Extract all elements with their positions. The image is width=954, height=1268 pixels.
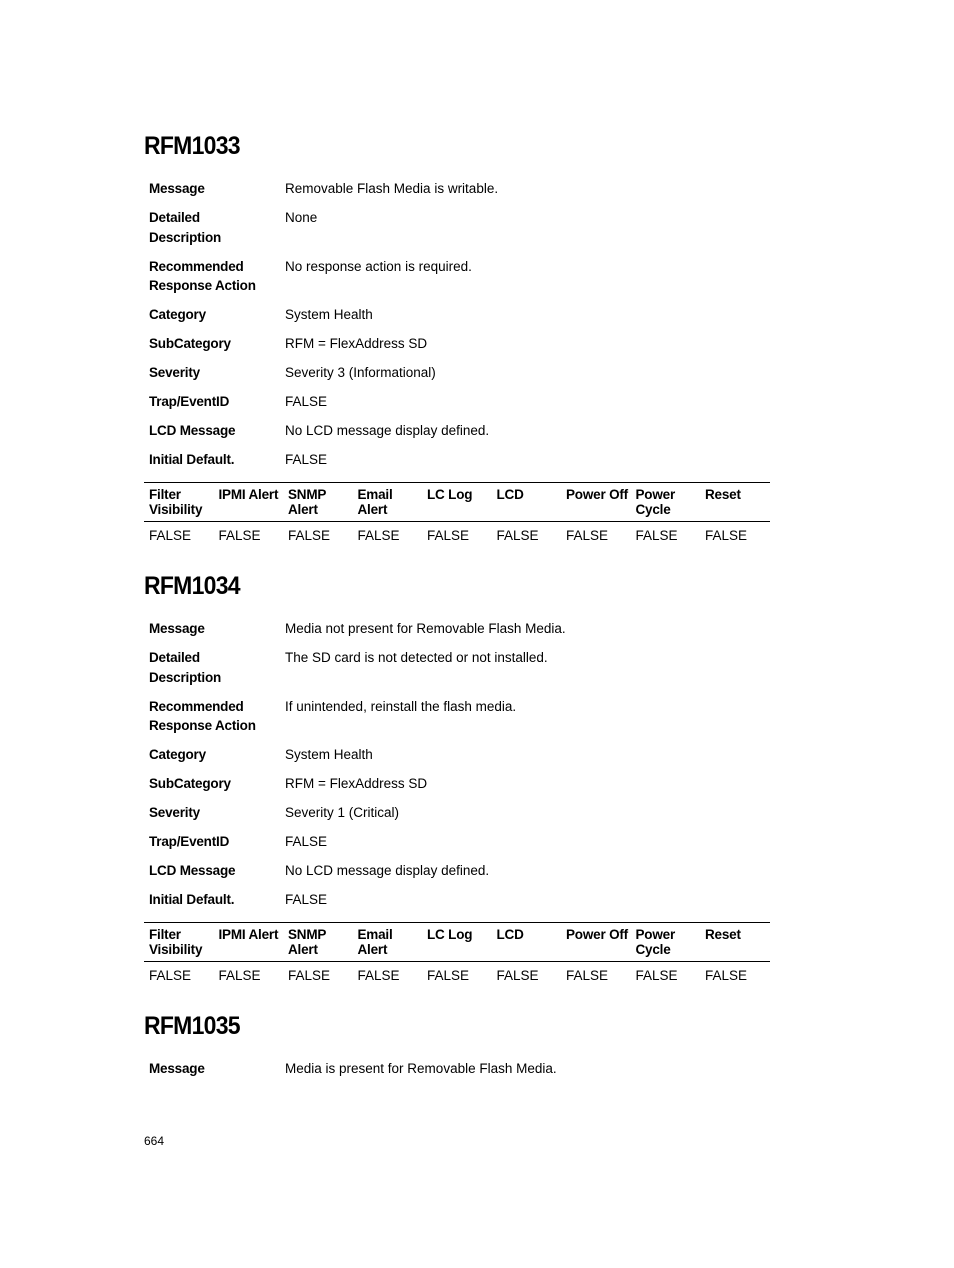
- field-label: [149, 619, 285, 639]
- filter-header-cell: [353, 487, 423, 517]
- field-label: [149, 803, 285, 823]
- field-label: [149, 861, 285, 881]
- field-label: [149, 257, 285, 296]
- field-label-line: Trap/EventID: [149, 394, 230, 409]
- filter-header-line: Power: [635, 926, 676, 942]
- filter-header-line: Filter: [149, 486, 181, 502]
- filter-value-cell: FALSE: [705, 967, 748, 983]
- field-label: [149, 832, 285, 852]
- field-label-line: Message: [149, 181, 205, 196]
- field-label-line: Message: [149, 621, 205, 636]
- section-title: RFM1034: [144, 572, 240, 600]
- filter-header-cell: [422, 927, 492, 957]
- filter-header-line: Filter: [149, 926, 181, 942]
- filter-header-line: Email: [357, 486, 393, 502]
- filter-value-cell: FALSE: [566, 967, 609, 983]
- field-value: Media is present for Removable Flash Media.: [285, 1061, 557, 1076]
- field-label: [149, 392, 285, 412]
- section-rfm1033: [144, 131, 770, 544]
- field-label: [149, 421, 285, 441]
- field-label: [149, 363, 285, 383]
- field-label-line: Detailed: [149, 650, 200, 665]
- field-label-line: LCD Message: [149, 863, 236, 878]
- field-row: [149, 774, 770, 794]
- filter-value-cell: FALSE: [218, 967, 261, 983]
- field-label: [149, 179, 285, 199]
- field-row: [149, 1059, 770, 1079]
- field-label-line: Response Action: [149, 278, 256, 293]
- field-value: Media not present for Removable Flash Media.: [285, 621, 566, 636]
- filter-header-line: LCD: [496, 486, 524, 502]
- filter-value-cell: FALSE: [566, 527, 609, 543]
- filter-value-cell: FALSE: [218, 527, 261, 543]
- filter-header-line: LCD: [496, 926, 524, 942]
- field-label: [149, 305, 285, 325]
- field-row: [149, 832, 770, 852]
- filter-header-line: LC Log: [427, 926, 473, 942]
- field-row: [149, 208, 770, 247]
- filter-value-cell: FALSE: [635, 967, 678, 983]
- filter-value-cell: FALSE: [705, 527, 748, 543]
- field-row: [149, 697, 770, 736]
- filter-header-cell: [631, 927, 701, 957]
- field-value: No LCD message display defined.: [285, 863, 490, 878]
- field-value: FALSE: [285, 892, 328, 907]
- field-label-line: Severity: [149, 365, 200, 380]
- field-value: None: [285, 210, 318, 225]
- filter-value-cell: FALSE: [496, 967, 539, 983]
- field-value: Severity 1 (Critical): [285, 805, 400, 820]
- field-value: System Health: [285, 307, 373, 322]
- filter-value-cell: FALSE: [427, 967, 470, 983]
- field-label: [149, 774, 285, 794]
- filter-header-line: Reset: [705, 926, 741, 942]
- filter-header-line: Power: [635, 486, 676, 502]
- field-row: [149, 450, 770, 470]
- field-label: [149, 648, 285, 687]
- filter-header-line: Alert: [288, 941, 318, 957]
- filter-value-cell: FALSE: [357, 967, 400, 983]
- section-rfm1034: [144, 571, 770, 984]
- filter-table-header: [144, 482, 770, 522]
- field-value: FALSE: [285, 452, 328, 467]
- field-value: No response action is required.: [285, 258, 472, 274]
- field-row: [149, 648, 770, 687]
- filter-header-line: IPMI Alert: [218, 926, 279, 942]
- filter-header-line: IPMI Alert: [218, 486, 279, 502]
- field-row: [149, 257, 770, 296]
- filter-value-cell: FALSE: [288, 967, 331, 983]
- field-row: [149, 890, 770, 910]
- field-value: The SD card is not detected or not installed.: [285, 650, 548, 665]
- filter-header-line: Cycle: [635, 941, 671, 957]
- filter-header-cell: [214, 927, 284, 957]
- filter-table: [144, 482, 770, 544]
- field-value: If unintended, reinstall the flash media.: [285, 698, 517, 714]
- field-label: [149, 697, 285, 736]
- field-value: Severity 3 (Informational): [285, 365, 436, 380]
- filter-value-cell: FALSE: [635, 527, 678, 543]
- filter-header-cell: [492, 927, 562, 957]
- filter-value-cell: FALSE: [288, 527, 331, 543]
- field-list: [149, 179, 770, 470]
- field-label: [149, 208, 285, 247]
- filter-value-cell: FALSE: [357, 527, 400, 543]
- filter-header-cell: [283, 927, 353, 957]
- field-row: [149, 305, 770, 325]
- section-title: RFM1033: [144, 132, 240, 160]
- filter-header-cell: [422, 487, 492, 517]
- section-rfm1035: [144, 1011, 770, 1088]
- filter-header-line: SNMP: [288, 486, 327, 502]
- field-label-line: Severity: [149, 805, 200, 820]
- field-label-line: Initial Default.: [149, 892, 235, 907]
- field-label-line: Recommended: [149, 698, 244, 714]
- filter-header-line: Visibility: [149, 501, 203, 517]
- filter-header-cell: [144, 927, 214, 957]
- filter-header-line: Alert: [357, 501, 388, 517]
- field-row: [149, 334, 770, 354]
- field-row: [149, 392, 770, 412]
- filter-header-cell: [561, 927, 631, 957]
- field-row: [149, 861, 770, 881]
- field-row: [149, 745, 770, 765]
- field-label-line: Detailed: [149, 210, 200, 225]
- filter-header-cell: [283, 487, 353, 517]
- filter-header-cell: [492, 487, 562, 517]
- field-value: System Health: [285, 747, 373, 762]
- filter-header-cell: [214, 487, 284, 517]
- page-number: 664: [144, 1134, 165, 1148]
- filter-header-line: Power Off: [566, 926, 628, 942]
- field-label-line: SubCategory: [149, 776, 231, 791]
- field-label-line: Response Action: [149, 718, 256, 733]
- field-label-line: Trap/EventID: [149, 834, 230, 849]
- filter-header-line: Alert: [357, 941, 388, 957]
- field-label: [149, 890, 285, 910]
- field-value: FALSE: [285, 834, 328, 849]
- filter-value-cell: FALSE: [149, 967, 192, 983]
- filter-table-row: [144, 962, 770, 984]
- field-label-line: Recommended: [149, 258, 244, 274]
- filter-table-header: [144, 922, 770, 962]
- filter-header-line: Visibility: [149, 941, 203, 957]
- filter-table-row: [144, 522, 770, 544]
- field-label: [149, 450, 285, 470]
- filter-header-line: Email: [357, 926, 393, 942]
- filter-header-line: Reset: [705, 486, 741, 502]
- filter-header-line: SNMP: [288, 926, 327, 942]
- field-row: [149, 363, 770, 383]
- filter-table: [144, 922, 770, 984]
- field-value: RFM = FlexAddress SD: [285, 776, 428, 791]
- field-label-line: SubCategory: [149, 336, 231, 351]
- filter-header-line: LC Log: [427, 486, 473, 502]
- section-title: RFM1035: [144, 1012, 240, 1040]
- filter-value-cell: FALSE: [149, 527, 192, 543]
- filter-header-cell: [561, 487, 631, 517]
- filter-header-line: Alert: [288, 501, 318, 517]
- field-label-line: Initial Default.: [149, 452, 235, 467]
- field-label: [149, 745, 285, 765]
- field-value: FALSE: [285, 394, 328, 409]
- field-list: [149, 619, 770, 910]
- filter-header-line: Power Off: [566, 486, 628, 502]
- field-label-line: Description: [149, 669, 222, 685]
- field-label-line: Description: [149, 229, 222, 245]
- field-label-line: Message: [149, 1061, 205, 1076]
- field-label: [149, 334, 285, 354]
- filter-header-cell: [700, 487, 770, 517]
- field-list: [149, 1059, 770, 1079]
- filter-value-cell: FALSE: [496, 527, 539, 543]
- field-label-line: LCD Message: [149, 423, 236, 438]
- field-value: No LCD message display defined.: [285, 423, 490, 438]
- filter-header-cell: [631, 487, 701, 517]
- field-row: [149, 179, 770, 199]
- field-label: [149, 1059, 285, 1079]
- field-row: [149, 421, 770, 441]
- field-row: [149, 803, 770, 823]
- filter-header-cell: [353, 927, 423, 957]
- field-row: [149, 619, 770, 639]
- field-value: Removable Flash Media is writable.: [285, 181, 499, 196]
- field-value: RFM = FlexAddress SD: [285, 336, 428, 351]
- field-label-line: Category: [149, 307, 206, 322]
- field-label-line: Category: [149, 747, 206, 762]
- filter-header-cell: [700, 927, 770, 957]
- filter-header-cell: [144, 487, 214, 517]
- filter-header-line: Cycle: [635, 501, 671, 517]
- filter-value-cell: FALSE: [427, 527, 470, 543]
